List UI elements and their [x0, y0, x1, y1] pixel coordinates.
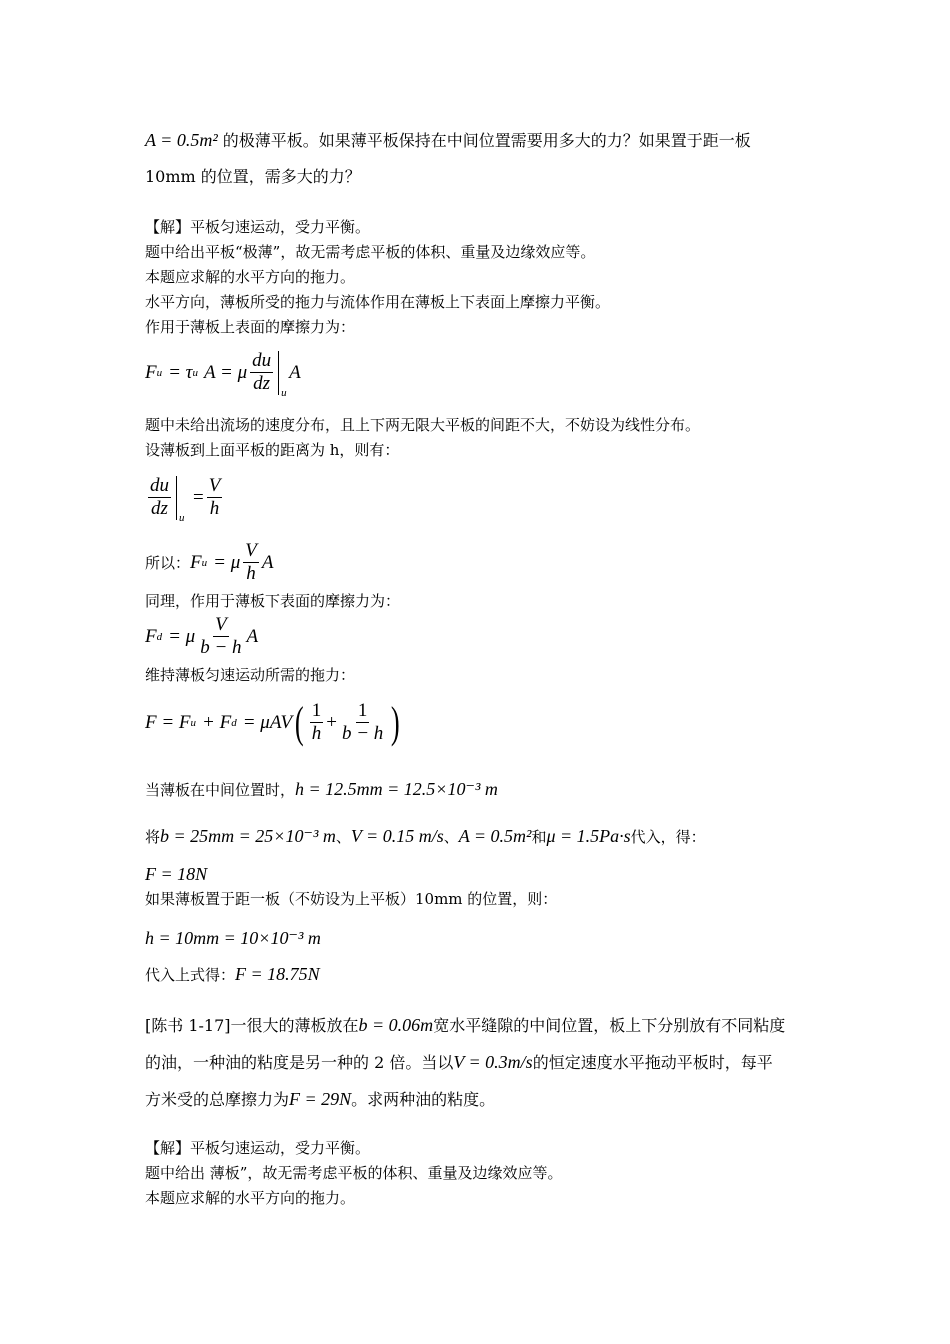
fraction — [198, 614, 243, 659]
line-text: 代入，得： — [630, 828, 706, 846]
result-1: F = 18N — [145, 864, 208, 884]
eq-subscript: u — [179, 511, 185, 524]
equation-fd — [145, 614, 258, 659]
fraction — [340, 700, 385, 745]
line-prefix: 代入上式得： — [145, 966, 236, 984]
fraction-denominator: h — [246, 563, 256, 584]
eq-subscript: d — [156, 630, 163, 643]
line-text: 、 — [443, 828, 459, 846]
eq-prefix: 所以： — [145, 554, 191, 572]
solution2-line: 【解】平板匀速运动，受力平衡。 — [145, 1139, 371, 1157]
inline-math: V = 0.3m/s — [453, 1052, 533, 1072]
problem-line-2: 10mm 的位置，需多大的力？ — [145, 167, 361, 186]
equation-total-force — [145, 697, 403, 747]
eq-symbol: = τ — [168, 361, 193, 383]
fraction — [310, 700, 324, 745]
eq-symbol: F = F — [145, 711, 191, 733]
right-paren: ) — [391, 697, 401, 747]
solution-line: 作用于薄板上表面的摩擦力为： — [145, 318, 356, 336]
solution-line: 维持薄板匀速运动所需的拖力： — [145, 666, 356, 684]
solution-line: 水平方向，薄板所受的拖力与流体作用在薄板上下表面上摩擦力平衡。 — [145, 293, 611, 311]
fraction-denominator: h — [209, 498, 220, 519]
problem2-line-2 — [145, 1052, 773, 1073]
left-paren: ( — [295, 697, 304, 747]
eq-subscript: u — [192, 366, 198, 379]
inline-math: F = 29N — [289, 1089, 352, 1109]
fraction-numerator: V — [208, 475, 221, 496]
eq-symbol: = μ — [213, 551, 241, 573]
fraction — [243, 540, 259, 585]
solution-line: 本题应求解的水平方向的拖力。 — [145, 268, 356, 286]
fraction-denominator: b − h — [200, 637, 242, 658]
line-text: 宽水平缝隙的中间位置，板上下分别放有不同粘度 — [433, 1016, 786, 1035]
solution-line: 【解】平板匀速运动，受力平衡。 — [145, 218, 371, 236]
inline-math: μ = 1.5Pa·s — [546, 826, 631, 846]
fraction-denominator: dz — [253, 373, 271, 394]
h-value-line: h = 10mm = 10×10⁻³ m — [145, 928, 321, 948]
line-text: 的恒定速度水平拖动平板时，每平 — [532, 1053, 773, 1072]
fraction-numerator: 1 — [311, 700, 322, 721]
line-text: [陈书 1-17]一很大的薄板放在 — [145, 1016, 359, 1035]
inline-math: V = 0.15 m/s — [350, 826, 444, 846]
area-math: A = 0.5m² — [145, 130, 218, 150]
eq-symbol: F — [145, 625, 157, 647]
solution-line-h-middle — [145, 779, 498, 800]
eq-symbol: = μ — [168, 625, 196, 647]
problem-line-1 — [145, 130, 751, 151]
eq-symbol: = — [193, 486, 204, 508]
solution-line-substitution — [145, 826, 706, 847]
eq-symbol: F — [190, 551, 202, 573]
line-text: 方米受的总摩擦力为 — [145, 1090, 290, 1109]
inline-math: A = 0.5m² — [458, 826, 532, 846]
eq-symbol: A — [246, 625, 259, 647]
eq-symbol: A — [289, 361, 301, 383]
eq-symbol: = μAV — [242, 711, 293, 733]
inline-math: b = 25mm = 25×10⁻³ m — [160, 826, 336, 846]
line-prefix: 当薄板在中间位置时， — [145, 781, 296, 799]
fraction-numerator: V — [215, 614, 227, 635]
evaluation-bar — [176, 476, 187, 524]
solution-line: 题中未给出流场的速度分布，且上下两无限大平板的间距不大，不妨设为线性分布。 — [145, 416, 701, 434]
evaluation-bar — [278, 351, 289, 399]
fraction-denominator: dz — [151, 498, 168, 519]
equation-velocity-gradient — [145, 475, 225, 524]
fraction-numerator: V — [245, 540, 257, 561]
fraction — [207, 475, 223, 520]
eq-subscript: u — [201, 556, 208, 569]
line-text: 的油，一种油的粘度是另一种的 2 倍。当以 — [145, 1053, 454, 1072]
fraction-denominator: h — [311, 723, 322, 744]
eq-subscript: u — [156, 366, 163, 379]
solution2-line: 本题应求解的水平方向的拖力。 — [145, 1189, 356, 1207]
inline-math: h = 12.5mm = 12.5×10⁻³ m — [295, 779, 498, 799]
solution-line: 题中给出平板“极薄”，故无需考虑平板的体积、重量及边缘效应等。 — [145, 243, 596, 261]
problem2-line-1 — [145, 1015, 785, 1036]
eq-symbol: + — [326, 711, 337, 733]
line-text: 将 — [145, 828, 161, 846]
solution2-line: 题中给出 薄板”，故无需考虑平板的体积、重量及边缘效应等。 — [145, 1164, 563, 1182]
equation-fu — [145, 540, 273, 585]
line-text: 和 — [531, 828, 547, 846]
eq-symbol: A — [261, 551, 274, 573]
fraction — [250, 350, 273, 395]
eq-subscript: u — [281, 386, 287, 399]
problem-text: 的极薄平板。如果薄平板保持在中间位置需要用多大的力？如果置于距一板 — [217, 131, 751, 150]
eq-symbol: + F — [202, 711, 232, 733]
equation-upper-friction — [145, 350, 301, 399]
solution-line: 设薄板到上面平板的距离为 h，则有： — [145, 441, 400, 459]
inline-math: F = 18.75N — [235, 964, 320, 984]
eq-subscript: d — [231, 716, 237, 729]
problem2-line-3 — [145, 1089, 495, 1110]
eq-symbol: F — [145, 361, 157, 383]
fraction-denominator: b − h — [341, 723, 384, 744]
fraction-numerator: 1 — [357, 700, 368, 721]
result-2-line — [145, 964, 320, 985]
line-text: 。求两种油的粘度。 — [351, 1090, 496, 1109]
eq-subscript: u — [190, 716, 197, 729]
fraction-numerator: du — [150, 475, 169, 496]
solution-line: 如果薄板置于距一板（不妨设为上平板）10mm 的位置，则： — [145, 890, 558, 908]
eq-symbol: A = μ — [203, 361, 248, 383]
solution-line: 同理，作用于薄板下表面的摩擦力为： — [145, 592, 401, 610]
line-text: 、 — [335, 828, 351, 846]
inline-math: b = 0.06m — [358, 1015, 434, 1035]
fraction — [148, 475, 171, 520]
fraction-numerator: du — [252, 350, 272, 371]
